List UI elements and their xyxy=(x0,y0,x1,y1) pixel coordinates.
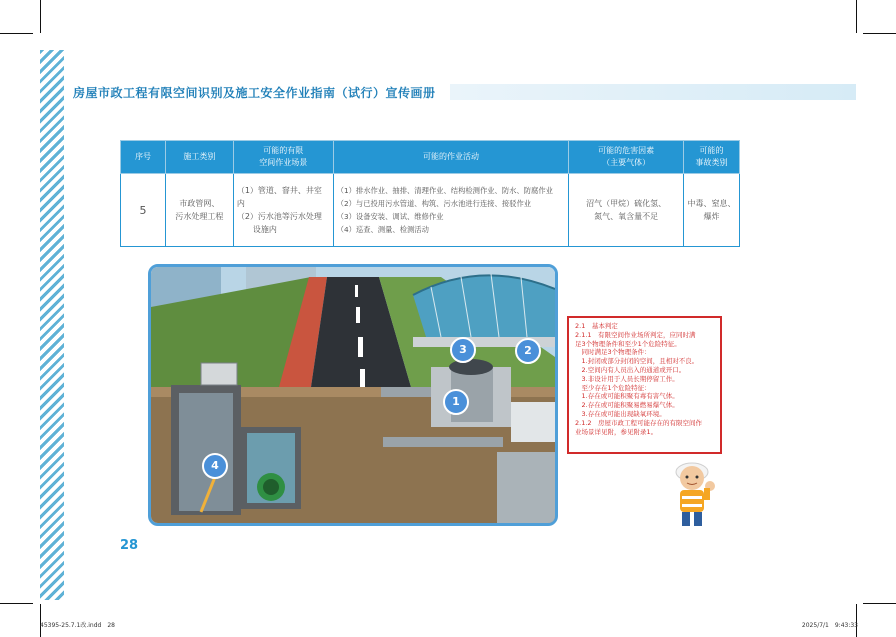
note-line: 至少存在1个危险特征： xyxy=(575,383,651,392)
note-line: 同时满足3个物理条件： xyxy=(575,348,651,357)
note-line: 2.1.2 房屋市政工程可能存在的有限空间作 xyxy=(575,418,703,427)
note-line: 3.存在或可能出现缺氧环境。 xyxy=(575,409,666,418)
column-header: 可能的有限 空间作业场景 xyxy=(233,141,333,174)
column-header: 施工类别 xyxy=(165,141,233,174)
marker-2: 2 xyxy=(515,338,541,364)
crop-mark xyxy=(40,0,41,33)
hazard-table xyxy=(120,140,740,247)
note-line: 3.非设计用于人员长期停留工作。 xyxy=(575,374,679,383)
column-header: 可能的作业活动 xyxy=(333,141,569,174)
crop-mark xyxy=(0,603,33,604)
crop-mark xyxy=(856,0,857,33)
decorative-stripe xyxy=(40,50,64,600)
note-line: 1.存在或可能积聚有毒有害气体。 xyxy=(575,392,679,401)
column-header: 序号 xyxy=(121,141,166,174)
cell-category: 市政管网、 污水处理工程 xyxy=(165,174,233,247)
scene-drawing xyxy=(151,267,555,523)
marker-3: 3 xyxy=(450,337,476,363)
cell-scene: （1）管道、窨井、井室内 （2）污水池等污水处理 设施内 xyxy=(233,174,333,247)
marker-1: 1 xyxy=(443,389,469,415)
note-line: 2.存在或可能积聚易燃易爆气体。 xyxy=(575,401,679,410)
page-number: 28 xyxy=(120,538,139,553)
footer-timestamp: 2025/7/1 9:43:33 xyxy=(801,622,858,629)
note-line: 足3个物理条件和至少1个危险特征。 xyxy=(575,339,681,348)
column-header: 可能的 事故类别 xyxy=(684,141,740,174)
marker-4: 4 xyxy=(202,453,228,479)
crop-mark xyxy=(863,603,896,604)
footer-file-info: 45395-25.7.1改.indd 28 xyxy=(40,622,115,629)
cell-accident: 中毒、窒息、 爆炸 xyxy=(684,174,740,247)
cell-activity: （1）排水作业、抽排、清理作业、结构检测作业、防水、防腐作业 （2）与已投用污水管道、构筑、污水池进行连接、接驳作业 （3）设备安装、调试、维修作业 （4）巡查、测量、检测活动 xyxy=(333,174,569,247)
note-line: 2.1 基本判定 xyxy=(575,322,618,330)
cell-hazard: 沼气（甲烷）硫化氢、 氮气、氧含量不足 xyxy=(569,174,684,247)
crop-mark xyxy=(0,33,33,34)
note-line: 2.空间内有人员出入的通道或开口。 xyxy=(575,365,686,374)
worker-mascot xyxy=(660,452,724,528)
construction-illustration xyxy=(148,264,558,526)
column-header: 可能的危害因素 （主要气体） xyxy=(569,141,684,174)
table-row xyxy=(121,174,740,247)
note-line: 2.1.1 有限空间作业场所判定，应同时满 xyxy=(575,330,696,339)
definition-note-box xyxy=(567,316,722,454)
note-line: 业场景详见附，参见附录1。 xyxy=(575,427,658,436)
crop-mark xyxy=(863,33,896,34)
note-line: 1.封闭或部分封闭的空间，且相对不良。 xyxy=(575,357,699,366)
table-header-row xyxy=(121,141,740,174)
page-title: 房屋市政工程有限空间识别及施工安全作业指南（试行）宣传画册 xyxy=(73,86,436,100)
header-bar xyxy=(450,84,856,100)
cell-no: 5 xyxy=(121,174,166,247)
